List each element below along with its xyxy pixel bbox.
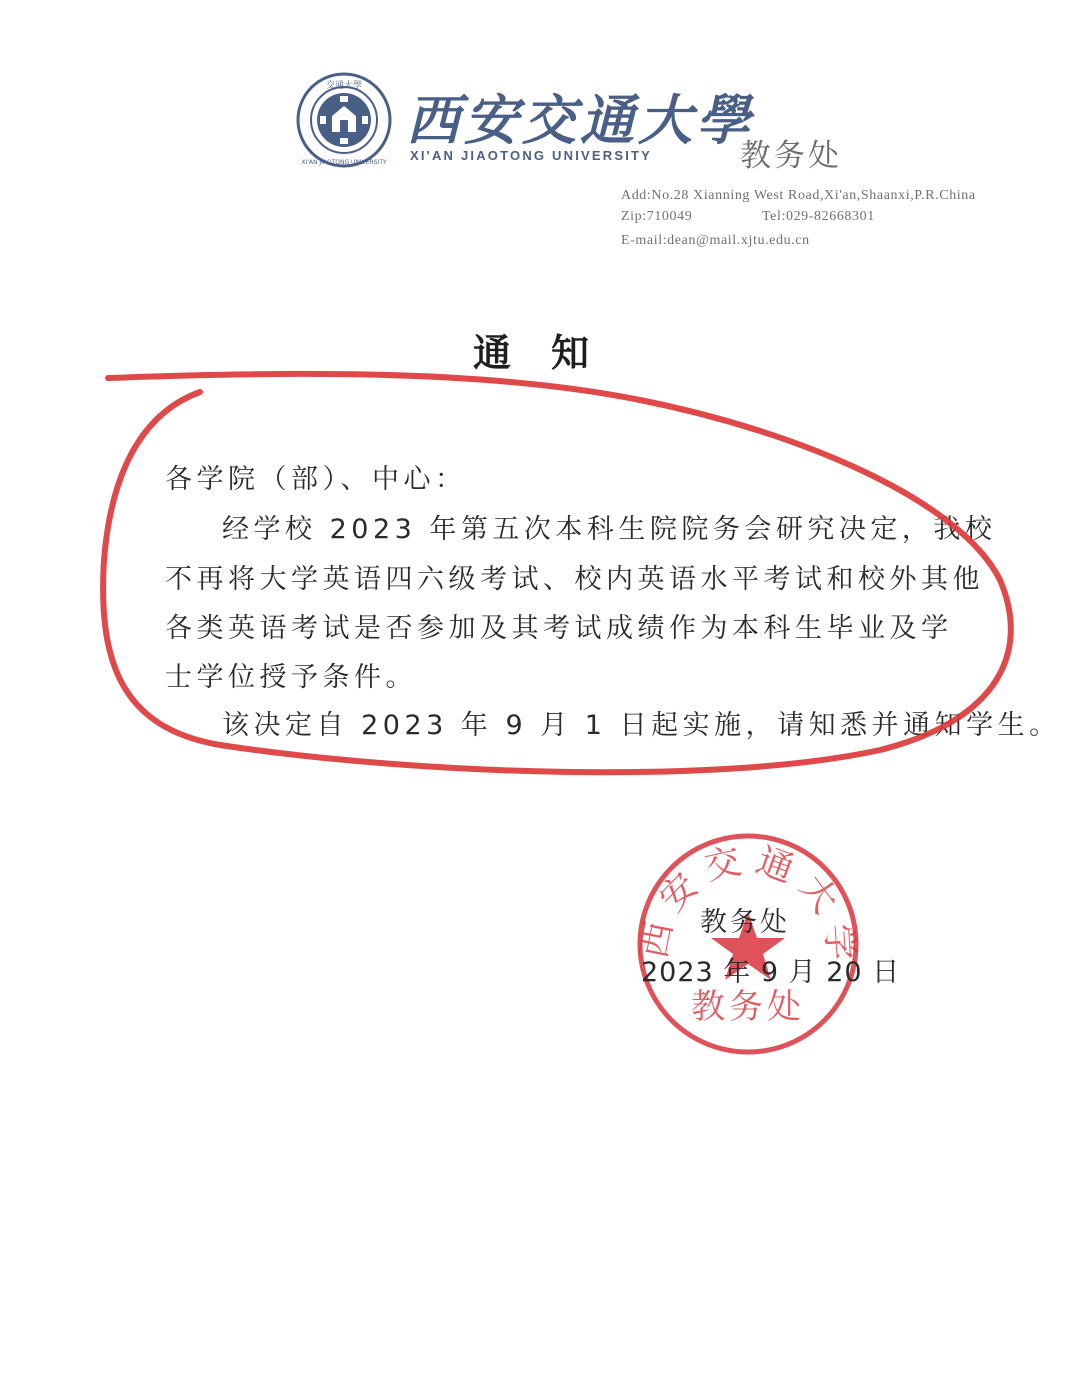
- signature-date: 2023 年 9 月 20 日: [641, 957, 901, 988]
- signature-office: 教务处: [700, 907, 790, 938]
- university-emblem-logo: [296, 72, 392, 168]
- emblem-top-text: 交通大學: [325, 81, 363, 91]
- paragraph-line: 经学校 2023 年第五次本科生院院务会研究决定，我校: [222, 514, 997, 545]
- office-name: 教务处: [740, 138, 842, 174]
- official-seal-stamp: [632, 828, 864, 1060]
- paragraph-line: 士学位授予条件。: [165, 662, 417, 693]
- effective-date-paragraph: 该决定自 2023 年 9 月 1 日起实施，请知悉并通知学生。: [222, 710, 1061, 741]
- paragraph-line: 各类英语考试是否参加及其考试成绩作为本科生毕业及学: [165, 613, 953, 644]
- contact-tel: Tel:029-82668301: [762, 209, 875, 224]
- document-title: 通知: [472, 331, 629, 375]
- salutation: 各学院（部）、中心：: [165, 464, 467, 495]
- university-name-cn: 西安交通大學: [406, 88, 754, 152]
- contact-zip: Zip:710049: [621, 209, 693, 224]
- paragraph-line: 不再将大学英语四六级考试、校内英语水平考试和校外其他: [165, 564, 984, 595]
- university-name-en: XI'AN JIAOTONG UNIVERSITY: [410, 148, 653, 163]
- seal-ring-text: 西安交通大学: [633, 838, 862, 972]
- emblem-ring-text: XI'AN JIAOTONG UNIVERSITY: [301, 159, 387, 166]
- contact-address: Add:No.28 Xianning West Road,Xi'an,Shaanxi,P.R.China: [621, 188, 976, 203]
- seal-bottom-text: 教务处: [691, 987, 805, 1027]
- contact-email: E-mail:dean@mail.xjtu.edu.cn: [621, 233, 810, 248]
